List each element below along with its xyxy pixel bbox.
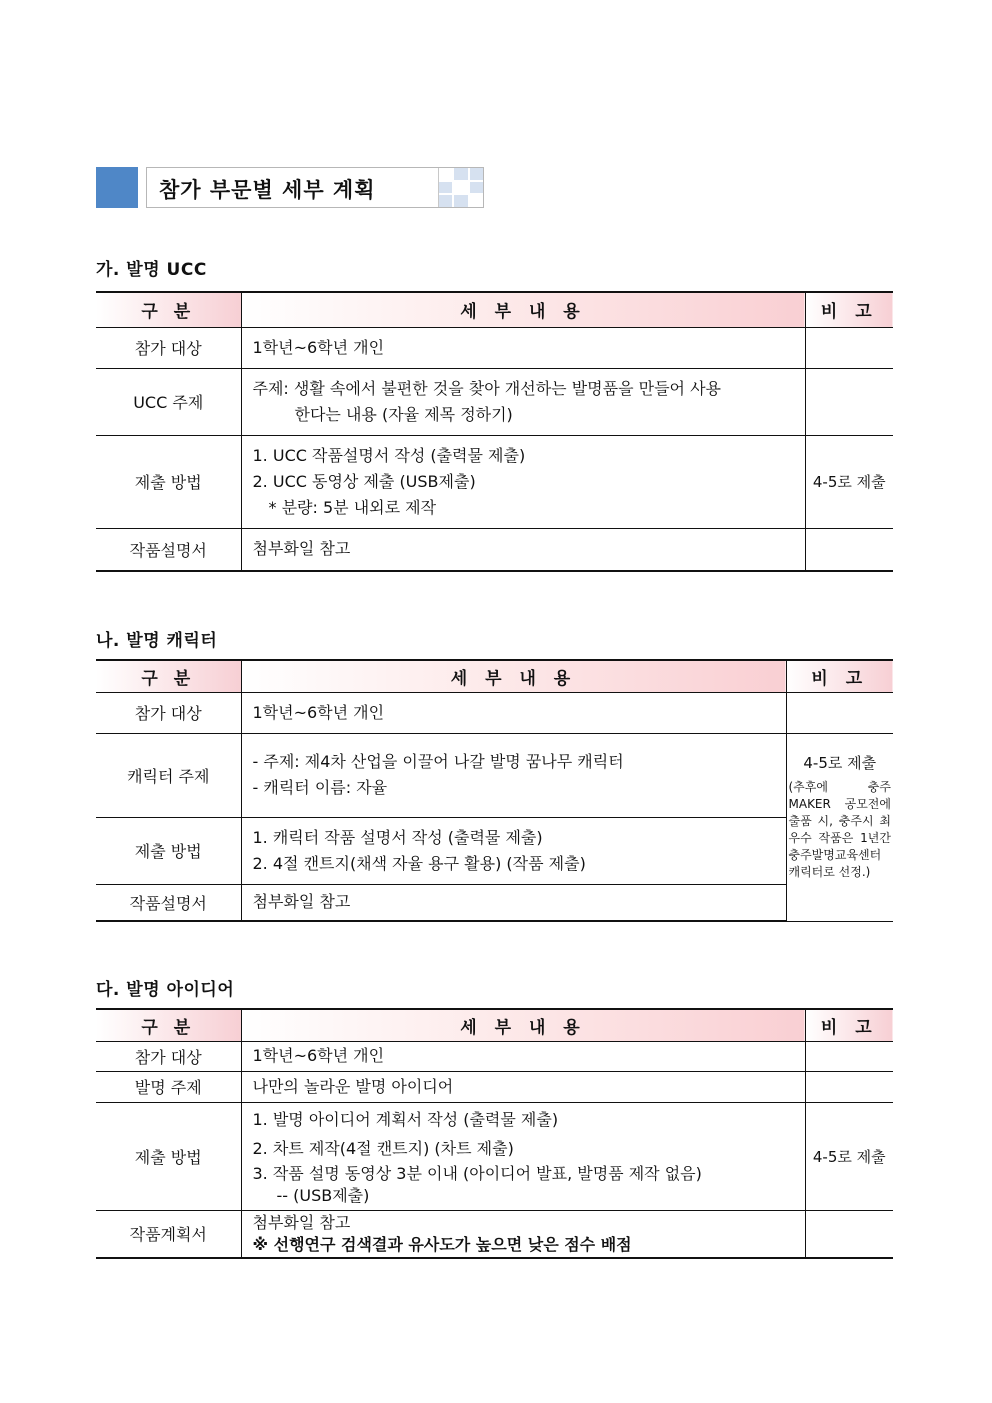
detail-line: 주제: 생활 속에서 불편한 것을 찾아 개선하는 발명품을 만들어 사용 xyxy=(252,378,721,398)
row-details: 1학년~6학년 개인 xyxy=(241,1041,805,1071)
detail-line: 첨부화일 참고 xyxy=(252,1212,351,1232)
table-row xyxy=(96,1071,893,1102)
page-title-banner xyxy=(96,167,486,208)
row-details xyxy=(241,1102,805,1210)
detail-line: 한다는 내용 (자율 제목 정하기) xyxy=(294,404,513,424)
detail-line: - 캐릭터 이름: 자율 xyxy=(252,778,388,797)
table-row xyxy=(96,733,893,817)
table-row xyxy=(96,368,893,435)
table-row xyxy=(96,1210,893,1258)
title-accent-block xyxy=(96,167,138,208)
row-note xyxy=(786,692,893,733)
row-category: 캐릭터 주제 xyxy=(96,733,241,817)
table-row xyxy=(96,817,893,884)
table-row xyxy=(96,327,893,368)
header-category: 구 분 xyxy=(96,292,241,327)
table-header-row xyxy=(96,1009,893,1041)
detail-line: - 주제: 제4차 산업을 이끌어 나갈 발명 꿈나무 캐릭터 xyxy=(252,752,624,771)
header-details: 세 부 내 용 xyxy=(241,660,786,692)
section-title-idea: 다. 발명 아이디어 xyxy=(96,980,235,1000)
idea-table xyxy=(96,1008,893,1259)
row-note xyxy=(805,327,893,368)
row-category: 작품설명서 xyxy=(96,884,241,921)
page-title: 참가 부문별 세부 계획 xyxy=(159,178,376,202)
row-category: 작품계획서 xyxy=(96,1210,241,1258)
detail-line: 2. 차트 제작(4절 캔트지) (차트 제출) xyxy=(252,1139,514,1158)
row-category: 참가 대상 xyxy=(96,327,241,368)
table-row xyxy=(96,528,893,571)
row-details xyxy=(241,817,786,884)
section-title-ucc: 가. 발명 UCC xyxy=(96,260,207,280)
row-category: UCC 주제 xyxy=(96,368,241,435)
table-header-row xyxy=(96,292,893,327)
row-note xyxy=(805,1071,893,1102)
row-details: 1학년~6학년 개인 xyxy=(241,327,805,368)
header-note: 비 고 xyxy=(805,1009,893,1041)
row-note xyxy=(805,528,893,571)
detail-line: 3. 작품 설명 동영상 3분 이내 (아이디어 발표, 발명품 제작 없음) xyxy=(252,1164,702,1183)
row-note xyxy=(805,1210,893,1258)
header-note: 비 고 xyxy=(805,292,893,327)
detail-line: -- (USB제출) xyxy=(276,1186,370,1205)
detail-line: 1. UCC 작품설명서 작성 (출력물 제출) xyxy=(252,445,526,465)
character-table xyxy=(96,659,893,922)
note-sub: (추후에 충주 MAKER 공모전에 출품 시, 충주시 최우수 작품은 1년간 충주발명교육센터 캐릭터로 선정.) xyxy=(788,779,891,879)
header-details: 세 부 내 용 xyxy=(241,1009,805,1041)
row-category: 참가 대상 xyxy=(96,1041,241,1071)
row-category: 발명 주제 xyxy=(96,1071,241,1102)
title-box xyxy=(146,167,484,208)
row-note: 4-5로 제출 xyxy=(805,1102,893,1210)
row-category: 제출 방법 xyxy=(96,435,241,528)
table-row xyxy=(96,884,893,921)
merged-note xyxy=(786,733,893,921)
detail-line: * 분량: 5분 내외로 제작 xyxy=(268,497,437,517)
detail-line: 1. 캐릭터 작품 설명서 작성 (출력물 제출) xyxy=(252,827,543,847)
row-details: 첨부화일 참고 xyxy=(241,884,786,921)
table-row xyxy=(96,435,893,528)
row-details: 1학년~6학년 개인 xyxy=(241,692,786,733)
row-category: 작품설명서 xyxy=(96,528,241,571)
detail-line: 2. UCC 동영상 제출 (USB제출) xyxy=(252,471,476,491)
row-category: 제출 방법 xyxy=(96,817,241,884)
note-main: 4-5로 제출 xyxy=(803,753,877,772)
detail-line: 1. 발명 아이디어 계획서 작성 (출력물 제출) xyxy=(252,1110,559,1129)
header-category: 구 분 xyxy=(96,1009,241,1041)
table-row xyxy=(96,1041,893,1071)
table-header-row xyxy=(96,660,893,692)
title-grid-decoration xyxy=(438,168,483,207)
header-category: 구 분 xyxy=(96,660,241,692)
row-details xyxy=(241,1210,805,1258)
row-category: 참가 대상 xyxy=(96,692,241,733)
header-details: 세 부 내 용 xyxy=(241,292,805,327)
ucc-table xyxy=(96,291,893,572)
row-category: 제출 방법 xyxy=(96,1102,241,1210)
row-details xyxy=(241,435,805,528)
section-title-character: 나. 발명 캐릭터 xyxy=(96,631,218,651)
row-note xyxy=(805,1041,893,1071)
header-note: 비 고 xyxy=(786,660,893,692)
row-note: 4-5로 제출 xyxy=(805,435,893,528)
row-details xyxy=(241,733,786,817)
row-details: 나만의 놀라운 발명 아이디어 xyxy=(241,1071,805,1102)
row-details xyxy=(241,368,805,435)
table-row xyxy=(96,1102,893,1210)
row-details: 첨부화일 참고 xyxy=(241,528,805,571)
detail-line: 2. 4절 캔트지(채색 자율 용구 활용) (작품 제출) xyxy=(252,853,586,873)
detail-warning: ※ 선행연구 검색결과 유사도가 높으면 낮은 점수 배점 xyxy=(252,1234,632,1254)
table-row xyxy=(96,692,893,733)
row-note xyxy=(805,368,893,435)
